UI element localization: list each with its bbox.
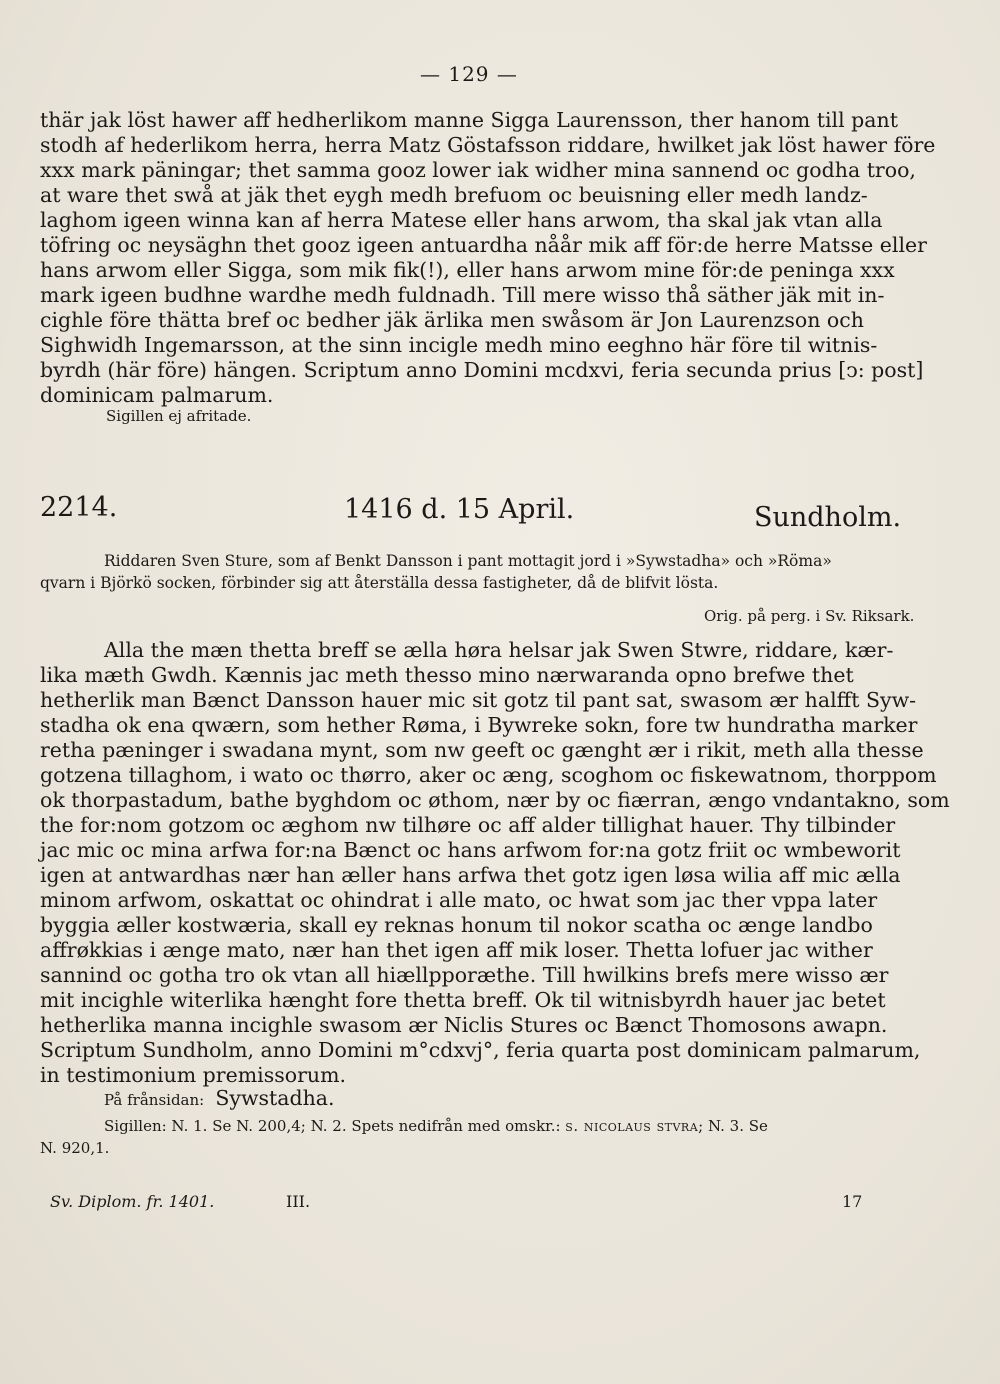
entry-number: 2214. (40, 492, 118, 523)
text-line: retha pæninger i swadana mynt, som nw geeft oc gænght ær i rikit, meth alla thesse (40, 738, 924, 762)
text-line: xxx mark päningar; thet samma gooz lower iak widher mina sannend oc godha troo, (40, 158, 916, 182)
text-line: töfring oc neysäghn thet gooz igeen antuardha nåår mik aff för:de herre Matsse eller (40, 233, 927, 257)
text-line: affrøkkias i ænge mato, nær han thet igen aff mik loser. Thetta lofuer jac wither (40, 938, 873, 962)
reverse-label: På frånsidan: (104, 1091, 205, 1109)
source-note: Orig. på perg. i Sv. Riksark. (704, 607, 915, 625)
page-number: — 129 — (420, 62, 518, 86)
summary-line: Riddaren Sven Sture, som af Benkt Dansson i pant mottagit jord i »Sywstadha» och »Röma» (104, 552, 832, 570)
footer-volume: III. (286, 1192, 311, 1211)
seals-continuation: N. 920,1. (40, 1139, 110, 1157)
text-line: dominicam palmarum. (40, 383, 274, 407)
text-line: cighle före thätta bref oc bedher jäk ärlika men swåsom är Jon Laurenzson och (40, 308, 864, 332)
footer-source: Sv. Diplom. fr. 1401. (50, 1192, 215, 1211)
text-line: Sighwidh Ingemarsson, at the sinn incigle medh mino eeghno här före til witnis- (40, 333, 878, 357)
text-line: igen at antwardhas nær han æller hans arfwa thet gotz igen løsa wilia aff mic ælla (40, 863, 901, 887)
text-line: hetherlika manna incighle swasom ær Niclis Stures oc Bænct Thomosons awapn. (40, 1013, 888, 1037)
entry-place: Sundholm. (754, 502, 902, 533)
seals-note: Sigillen ej afritade. (106, 407, 252, 425)
text-line: gotzena tillaghom, i wato oc thørro, aker oc æng, scoghom oc fiskewatnom, thorppom (40, 763, 937, 787)
footer-signature: 17 (842, 1192, 863, 1211)
text-line: minom arfwom, oskattat oc ohindrat i alle mato, oc hwat som jac ther vppa later (40, 888, 878, 912)
text-line: lika mæth Gwdh. Kænnis jac meth thesso mino nærwaranda opno brefwe thet (40, 663, 854, 687)
reverse-note (104, 1086, 335, 1110)
text-line: Scriptum Sundholm, anno Domini m°cdxvj°, feria quarta post dominicam palmarum, (40, 1038, 921, 1062)
text-line: the for:nom gotzom oc æghom nw tilhøre oc aff alder tillighat hauer. Thy tilbinder (40, 813, 896, 837)
text-line: at ware thet swå at jäk thet eygh medh brefuom oc beuisning eller medh landz- (40, 183, 868, 207)
text-line: thär jak löst hawer aff hedherlikom manne Sigga Laurensson, ther hanom till pant (40, 108, 898, 132)
text-line: byggia æller kostwæria, skall ey reknas honum til nokor scatha oc ænge landbo (40, 913, 873, 937)
text-line: mit incighle witerlika hænght fore thetta breff. Ok til witnisbyrdh hauer jac betet (40, 988, 886, 1012)
text-line: in testimonium premissorum. (40, 1063, 347, 1087)
seal-inscription: s. nicolaus stvra (565, 1117, 699, 1135)
seals-description (104, 1117, 768, 1135)
text-line: hans arwom eller Sigga, som mik fik(!), eller hans arwom mine för:de peninga xxx (40, 258, 895, 282)
text-line: Alla the mæn thetta breff se ælla høra helsar jak Swen Stwre, riddare, kær- (104, 638, 894, 662)
text-line: stadha ok ena qwærn, som hether Røma, i Bywreke sokn, fore tw hundratha marker (40, 713, 918, 737)
summary-line: qvarn i Björkö socken, förbinder sig att återställa dessa fastigheter, då de blifvit lösta. (40, 574, 719, 592)
entry-date: 1416 d. 15 April. (344, 494, 575, 525)
text-line: stodh af hederlikom herra, herra Matz Göstafsson riddare, hwilket jak löst hawer före (40, 133, 936, 157)
reverse-text: Sywstadha. (215, 1086, 335, 1110)
seals-text: Sigillen: N. 1. Se N. 200,4; N. 2. Spets nedifrån med omskr.: (104, 1117, 561, 1135)
text-line: laghom igeen winna kan af herra Matese eller hans arwom, tha skal jak vtan alla (40, 208, 883, 232)
seals-text-end: ; N. 3. Se (698, 1117, 768, 1135)
text-line: byrdh (här före) hängen. Scriptum anno Domini mcdxvi, feria secunda prius [ↄ: post] (40, 358, 924, 382)
text-line: hetherlik man Bænct Dansson hauer mic sit gotz til pant sat, swasom ær halfft Syw- (40, 688, 917, 712)
text-line: jac mic oc mina arfwa for:na Bænct oc hans arfwom for:na gotz friit oc wmbeworit (40, 838, 901, 862)
text-line: ok thorpastadum, bathe byghdom oc øthom, nær by oc fiærran, ængo vndantakno, som (40, 788, 950, 812)
text-line: mark igeen budhne wardhe medh fuldnadh. Till mere wisso thå säther jäk mit in- (40, 283, 885, 307)
text-line: sannind oc gotha tro ok vtan all hiællpporæthe. Till hwilkins brefs mere wisso ær (40, 963, 889, 987)
